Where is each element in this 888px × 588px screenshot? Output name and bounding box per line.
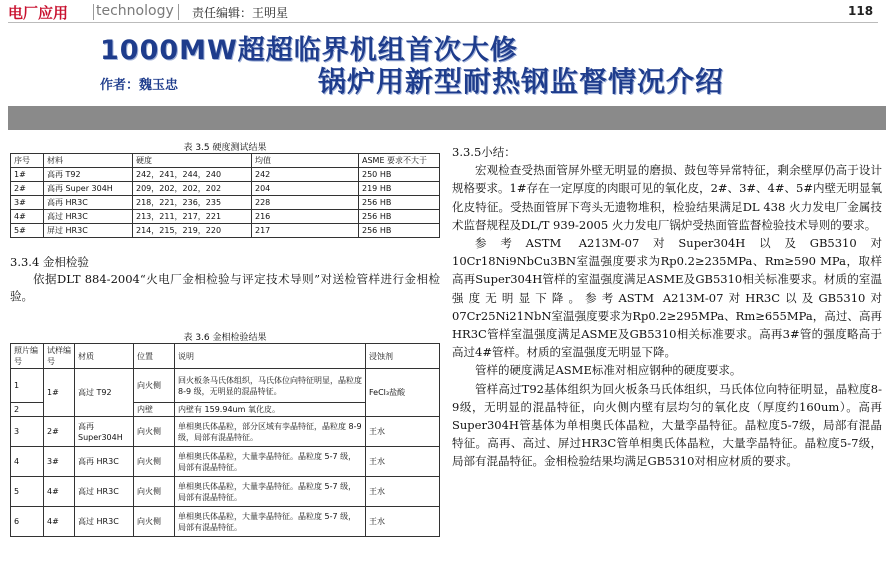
table-row [11, 196, 440, 210]
left-section [10, 254, 440, 305]
col-header: 浸蚀剂 [366, 344, 440, 369]
table-cell: 4# [44, 477, 75, 507]
table-cell: 2# [11, 182, 44, 196]
article-title-line2: 锅炉用新型耐热钢监督情况介绍 [318, 65, 725, 98]
col-header: 位置 [134, 344, 175, 369]
section-name: 电厂应用 [8, 4, 69, 22]
metallography-table [10, 343, 440, 537]
table-cell: 256 HB [359, 210, 440, 224]
table-header-row [11, 154, 440, 168]
table-cell: 单相奥氏体晶粒，大量孪晶特征。晶粒度 5-7 级，局部有混晶特征。 [175, 477, 366, 507]
table-row [11, 182, 440, 196]
table-cell: 6 [11, 507, 44, 537]
table-cell: 1# [11, 168, 44, 182]
col-header: 均值 [252, 154, 359, 168]
table-cell: 向火侧 [134, 447, 175, 477]
table35-caption: 表 3.5 硬度测试结果 [183, 143, 267, 153]
col-header: 照片编号 [11, 344, 44, 369]
col-header: 说明 [175, 344, 366, 369]
table-cell: 单相奥氏体晶粒，大量孪晶特征。晶粒度 5-7 级，局部有混晶特征。 [175, 447, 366, 477]
table-cell: 242，241，244，240 [133, 168, 252, 182]
col-header: 序号 [11, 154, 44, 168]
table-cell: 218，221，236，235 [133, 196, 252, 210]
page-header [0, 0, 888, 24]
table-cell: 高过 T92 [75, 369, 134, 417]
table-cell: 王水 [366, 447, 440, 477]
paragraph: 管样高过T92基体组织为回火板条马氏体组织，马氏体位向特征明显，晶粒度8-9级，无明显的混晶特征，向火侧内壁有层均匀的氧化皮（厚度约160um）。高再Super304H管基体为单相奥氏体晶粒，大量孪晶特征。晶粒度5-7级，局部有混晶特征。高再、高过、屏过HR3C管单相奥氏体晶粒，大量孪晶特征。晶粒度5-7级，局部有混晶特征。金相检验结果均满足GB5310对相应材质的要求。 [452, 381, 882, 469]
table-cell: 2 [11, 403, 44, 417]
table-cell: 高过 HR3C [44, 210, 133, 224]
table-row [11, 447, 440, 477]
paragraph: 依据DLT 884-2004“火电厂金相检验与评定技术导则”对送检管样进行金相检验。 [10, 272, 440, 303]
table-row [11, 507, 440, 537]
table-row [11, 477, 440, 507]
table-cell: 219 HB [359, 182, 440, 196]
table-cell: 高过 HR3C [75, 507, 134, 537]
col-header: 试样编号 [44, 344, 75, 369]
table-cell: 3 [11, 417, 44, 447]
author: 作者：魏玉忠 [100, 78, 179, 93]
table36-caption: 表 3.6 金相检验结果 [183, 333, 267, 343]
table-cell: 4# [44, 507, 75, 537]
table-cell: 3# [44, 447, 75, 477]
title-band [8, 106, 886, 130]
table-cell: 250 HB [359, 168, 440, 182]
table-cell: 单相奥氏体晶粒，大量孪晶特征。晶粒度 5-7 级，局部有混晶特征。 [175, 507, 366, 537]
paragraph: 宏观检查受热面管屏外壁无明显的磨损、鼓包等异常特征，剩余壁厚仍高于设计规格要求。1#存在一定厚度的肉眼可见的氧化皮，2#、3#、4#、5#内壁无明显氧化皮特征。受热面管屏下弯头无遗物堆积，检验结果满足DL 438 火力发电厂金属技术监督规程及DL/T 939-2005 火力发电厂锅炉受热面管监督检验技术导则的要求。 [452, 163, 882, 232]
table-row [11, 210, 440, 224]
table-cell: 高再 HR3C [75, 447, 134, 477]
table-cell: 向火侧 [134, 507, 175, 537]
section-heading: 3.3.5小结： [452, 145, 516, 159]
table-cell: 王水 [366, 417, 440, 447]
table-cell: 3# [11, 196, 44, 210]
table-cell: 214，215，219，220 [133, 224, 252, 238]
table-cell: 5 [11, 477, 44, 507]
table-cell: 2# [44, 417, 75, 447]
header-rule [8, 22, 878, 23]
table-cell: 204 [252, 182, 359, 196]
table-row [11, 224, 440, 238]
table-row [11, 168, 440, 182]
header-divider [93, 4, 94, 20]
col-header: 材料 [44, 154, 133, 168]
header-divider [178, 4, 179, 20]
hardness-table [10, 153, 440, 238]
table-cell: 内壁有 159.94um 氧化皮。 [175, 403, 366, 417]
table-cell: 209，202，202，202 [133, 182, 252, 196]
col-header: 材质 [75, 344, 134, 369]
table-cell: 王水 [366, 507, 440, 537]
table-cell: 内壁 [134, 403, 175, 417]
table-cell: 向火侧 [134, 369, 175, 403]
table-header-row [11, 344, 440, 369]
table-cell: 1# [44, 369, 75, 417]
table-cell: 向火侧 [134, 477, 175, 507]
table-cell: 1 [11, 369, 44, 403]
table-cell: 单相奥氏体晶粒，部分区域有孪晶特征，晶粒度 8-9 级，局部有混晶特征。 [175, 417, 366, 447]
table-row [11, 417, 440, 447]
table-cell: 屏过 HR3C [44, 224, 133, 238]
table-cell: 256 HB [359, 196, 440, 210]
table-row [11, 369, 440, 403]
paragraph: 参考ASTM A213M-07对Super304H以及GB5310对 10Cr18Ni9NbCu3BN室温强度要求为Rp0.2≥235MPa、Rm≥590 MPa，取样高再Super304H管样的室温强度满足ASME及GB5310相关标准要求。材质的室温强度无明显下降。参考ASTM A213M-07对HR3C以及GB5310对 07Cr25Ni21NbN室温强度要求为Rp0.2≥295MPa、Rm≥655MPa，高过、高再HR3C管样室温强度满足ASME及GB5310相关标准要求。高再3#管的强度略高于高过4#管样。材质的室温强度无明显下降。 [452, 236, 882, 360]
page-number: 118 [848, 4, 874, 18]
table-cell: 回火板条马氏体组织，马氏体位向特征明显，晶粒度 8-9 级，无明显的混晶特征。 [175, 369, 366, 403]
col-header: ASME 要求不大于 [359, 154, 440, 168]
table-cell: FeCl₃盐酸 [366, 369, 440, 417]
table-cell: 228 [252, 196, 359, 210]
table-cell: 向火侧 [134, 417, 175, 447]
table-cell: 242 [252, 168, 359, 182]
table-cell: 高再 Super304H [75, 417, 134, 447]
table-cell: 王水 [366, 477, 440, 507]
table-cell: 高过 HR3C [75, 477, 134, 507]
table-cell: 213，211，217，221 [133, 210, 252, 224]
table-cell: 217 [252, 224, 359, 238]
article-title-line1: 1000MW超超临界机组首次大修 [100, 35, 518, 66]
table-cell: 216 [252, 210, 359, 224]
table-cell: 256 HB [359, 224, 440, 238]
table-cell: 高再 T92 [44, 168, 133, 182]
paragraph: 管样的硬度满足ASME标准对相应钢种的硬度要求。 [475, 363, 742, 378]
col-header: 硬度 [133, 154, 252, 168]
section-heading: 3.3.4 金相检验 [10, 255, 89, 269]
table-cell: 高再 Super 304H [44, 182, 133, 196]
table-cell: 4 [11, 447, 44, 477]
table-cell: 4# [11, 210, 44, 224]
summary-section [452, 143, 882, 471]
editor-credit: 责任编辑：王明星 [192, 6, 289, 20]
table-cell: 5# [11, 224, 44, 238]
section-name-en: technology [96, 3, 174, 19]
table-cell: 高再 HR3C [44, 196, 133, 210]
